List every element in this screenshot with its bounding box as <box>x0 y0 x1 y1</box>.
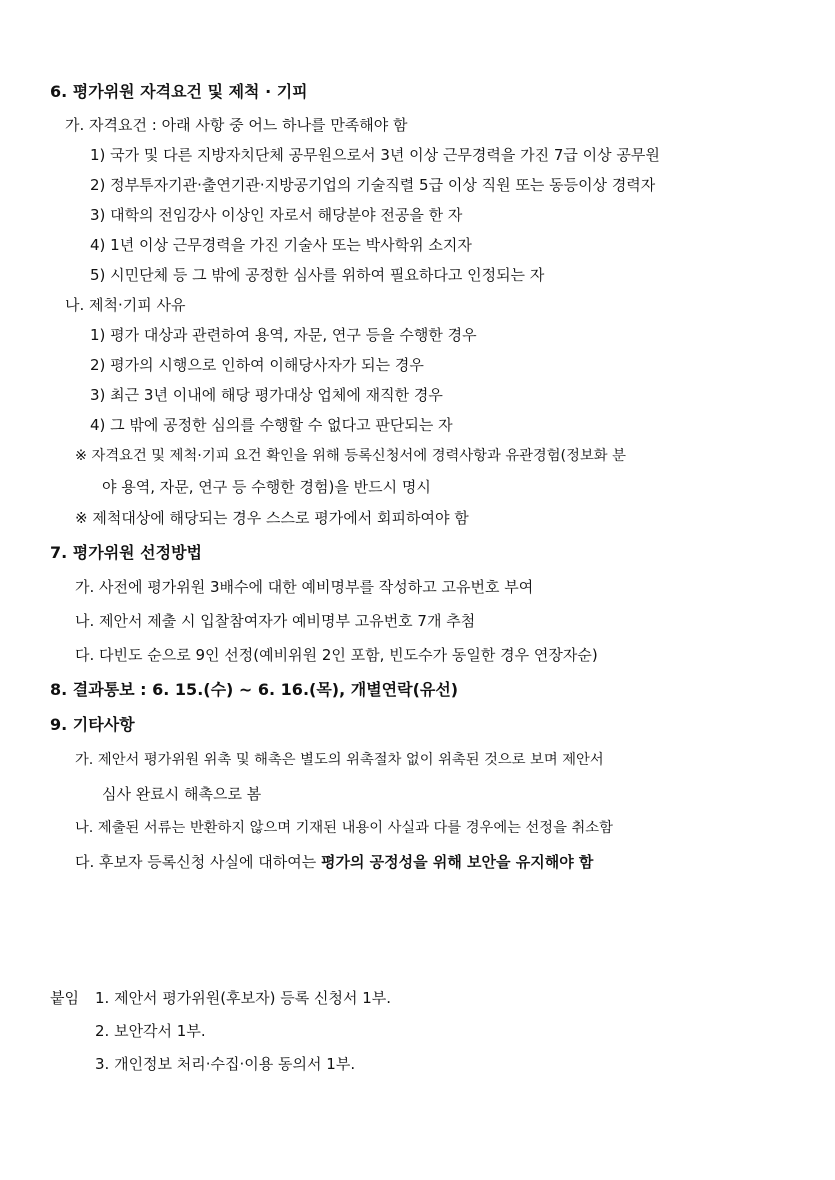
attachment-item: 2. 보안각서 1부. <box>95 1022 206 1040</box>
s6-note-1: ※ 자격요건 및 제척·기피 요건 확인을 위해 등록신청서에 경력사항과 유관경험(정보화 분 <box>75 448 626 464</box>
s9-da-emphasis: 평가의 공정성을 위해 보안을 유지해야 함 <box>320 853 594 871</box>
s7-item: 다. 다빈도 순으로 9인 선정(예비위원 2인 포함, 빈도수가 동일한 경우 연장자순) <box>75 646 598 664</box>
s6-na-item: 3) 최근 3년 이내에 해당 평가대상 업체에 재직한 경우 <box>90 386 443 404</box>
s7-item: 가. 사전에 평가위원 3배수에 대한 예비명부를 작성하고 고유번호 부여 <box>75 578 534 596</box>
s6-na-item: 1) 평가 대상과 관련하여 용역, 자문, 연구 등을 수행한 경우 <box>90 326 477 344</box>
s6-ga-item: 4) 1년 이상 근무경력을 가진 기술사 또는 박사학위 소지자 <box>90 236 472 254</box>
s7-item: 나. 제안서 제출 시 입찰참여자가 예비명부 고유번호 7개 추첨 <box>75 612 476 630</box>
s9-na: 나. 제출된 서류는 반환하지 않으며 기재된 내용이 사실과 다를 경우에는 선정을 취소함 <box>75 820 613 836</box>
s6-ga-item: 5) 시민단체 등 그 밖에 공정한 심사를 위하여 필요하다고 인정되는 자 <box>90 266 545 284</box>
attachment-label: 붙임 <box>50 989 79 1007</box>
s6-na-item: 4) 그 밖에 공정한 심의를 수행할 수 없다고 판단되는 자 <box>90 416 453 434</box>
s6-ga-item: 1) 국가 및 다른 지방자치단체 공무원으로서 3년 이상 근무경력을 가진 7급 이상 공무원 <box>90 146 660 164</box>
attachment-item: 1. 제안서 평가위원(후보자) 등록 신청서 1부. <box>95 989 392 1007</box>
section-9-title: 9. 기타사항 <box>50 715 135 734</box>
s6-note-1-continued: 야 용역, 자문, 연구 등 수행한 경험)을 반드시 명시 <box>102 478 431 496</box>
s6-na-heading: 나. 제척·기피 사유 <box>65 296 186 314</box>
s9-ga: 가. 제안서 평가위원 위촉 및 해촉은 별도의 위촉절차 없이 위촉된 것으로 보며 제안서 <box>75 752 604 768</box>
section-6-title: 6. 평가위원 자격요건 및 제척 · 기피 <box>50 82 308 101</box>
s9-da <box>75 852 593 872</box>
s6-ga-item: 3) 대학의 전임강사 이상인 자로서 해당분야 전공을 한 자 <box>90 206 463 224</box>
s6-na-item: 2) 평가의 시행으로 인하여 이해당사자가 되는 경우 <box>90 356 424 374</box>
section-7-title: 7. 평가위원 선정방법 <box>50 543 202 562</box>
s9-ga-continued: 심사 완료시 해촉으로 봄 <box>102 785 262 803</box>
attachment-item: 3. 개인정보 처리·수집·이용 동의서 1부. <box>95 1055 356 1073</box>
section-8-title: 8. 결과통보 : 6. 15.(수) ~ 6. 16.(목), 개별연락(유선) <box>50 680 459 699</box>
s9-da-text: 다. 후보자 등록신청 사실에 대하여는 <box>75 853 321 871</box>
s6-ga-heading: 가. 자격요건 : 아래 사항 중 어느 하나를 만족해야 함 <box>65 116 408 134</box>
s6-ga-item: 2) 정부투자기관·출연기관·지방공기업의 기술직렬 5급 이상 직원 또는 동등이상 경력자 <box>90 176 656 194</box>
s6-note-2: ※ 제척대상에 해당되는 경우 스스로 평가에서 회피하여야 함 <box>75 509 469 527</box>
